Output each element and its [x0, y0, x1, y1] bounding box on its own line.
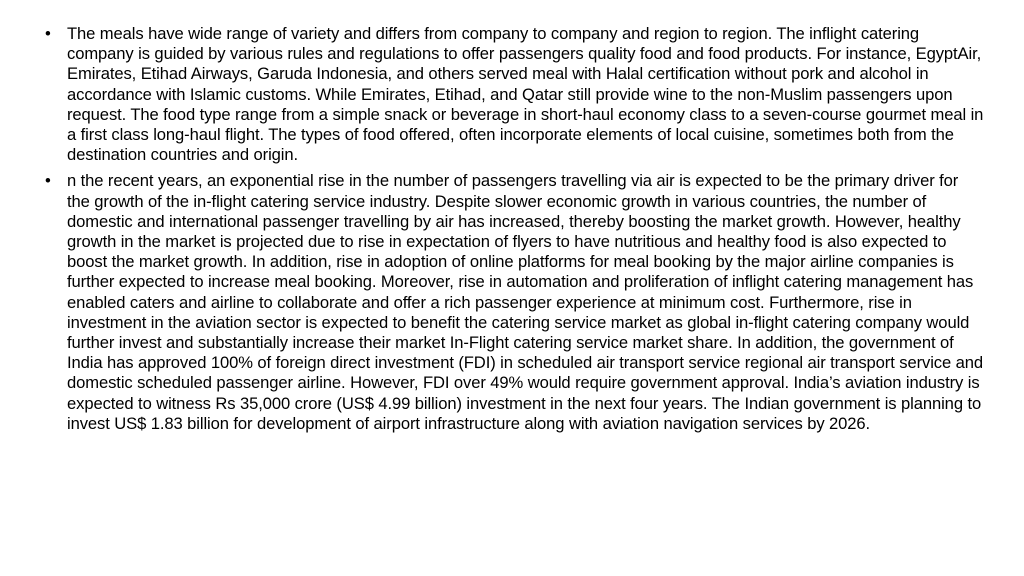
bullet-list [45, 24, 984, 434]
bullet-item [45, 24, 984, 165]
bullet-dot-icon: • [45, 171, 51, 191]
bullet-dot-icon: • [45, 24, 51, 43]
bullet-text: n the recent years, an exponential rise in the number of passengers travelling via air is expected to be the primary driver for the growth of the in-flight catering service industry. Despite slower economic growth in various countries, the number of domestic and international passenger travelling by air has increased, thereby boosting the market growth. However, healthy growth in the market is projected due to rise in expectation of flyers to have nutritious and healthy food is also expected to boost the market growth. In addition, rise in adoption of online platforms for meal booking by the major airline companies is further expected to increase meal booking. Moreover, rise in automation and proliferation of inflight catering management has enabled caters and airline to collaborate and offer a rich passenger experience at minimum cost. Furthermore, rise in investment in the aviation sector is expected to benefit the catering service market as global in-flight catering company would further invest and substantially increase their market In-Flight catering service market share. In addition, the government of India has approved 100% of foreign direct investment (FDI) in scheduled air transport service regional air transport service and domestic scheduled passenger airline. However, FDI over 49% would require government approval. India’s aviation industry is expected to witness Rs 35,000 crore (US$ 4.99 billion) investment in the next four years. The Indian government is planning to invest US$ 1.83 billion for development of airport infrastructure along with aviation navigation services by 2026. [67, 171, 983, 433]
bullet-text: The meals have wide range of variety and differs from company to company and region to region. The inflight catering company is guided by various rules and regulations to offer passengers quality food and food products. For instance, EgyptAir, Emirates, Etihad Airways, Garuda Indonesia, and others served meal with Halal certification without pork and alcohol in accordance with Islamic customs. While Emirates, Etihad, and Qatar still provide wine to the non-Muslim passengers upon request. The food type range from a simple snack or beverage in short-haul economy class to a seven-course gourmet meal in a first class long-haul flight. The types of food offered, often incorporate elements of local cuisine, sometimes both from the destination countries and origin. [67, 24, 984, 165]
bullet-item [45, 171, 984, 434]
